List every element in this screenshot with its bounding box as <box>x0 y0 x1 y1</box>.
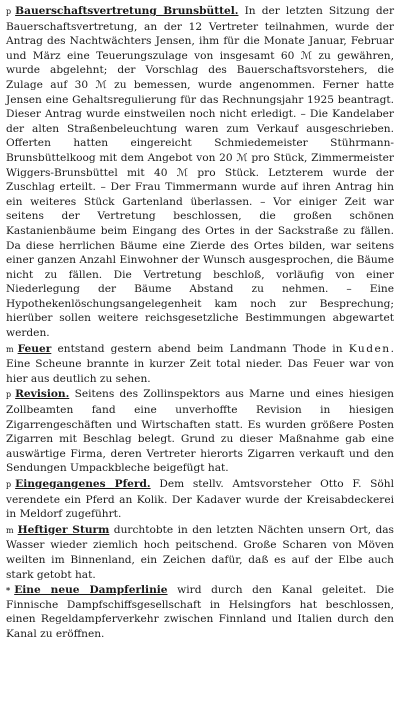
article-sturm <box>6 523 394 582</box>
article-headline: Bauerschaftsvertretung Brunsbüttel. <box>15 5 239 17</box>
article-revision <box>6 387 394 476</box>
article-marker: * <box>6 585 11 596</box>
article-bauerschaftsvertretung <box>6 4 394 341</box>
article-headline: Eine neue Dampferlinie <box>14 584 168 597</box>
article-body: durchtobte in den letzten Nächten unsern Ort, das Wasser wieder ziemlich hoch peitschend. Große Scharen von Möven weilten im Binnenland, ein Zeichen dafür, daß es auf der Elbe auch stark getobt hat. <box>6 523 394 581</box>
article-pferd <box>6 477 394 522</box>
article-dampferlinie <box>6 583 394 641</box>
article-marker: m <box>6 525 14 535</box>
article-feuer <box>6 342 394 387</box>
article-body-continued: . Eine Scheune brannte in kurzer Zeit total nieder. Das Feuer war von hier aus deutlich zu sehen. <box>6 342 394 385</box>
article-marker: p <box>6 7 12 16</box>
article-marker: m <box>6 344 14 354</box>
article-headline: Heftiger Sturm <box>17 523 110 536</box>
article-body: entstand gestern abend beim Landmann Thode in <box>57 342 343 355</box>
article-body: Dem stellv. Amtsvorsteher Otto F. Söhl verendete ein Pferd an Kolik. Der Kadaver wurde der Kreisabdeckerei in Meldorf zugeführt. <box>6 478 395 521</box>
article-body: Seitens des Zollinspektors aus Marne und eines hiesigen Zollbeamten fand eine unverhoffte Revision in hiesigen Zigarrengeschäften und Wirtschaften statt. Es wurden größere Posten Zigarren mit Beschlag belegt. Grund zu dieser Maßnahme gab eine auswärtige Firma, deren Vertreter hierorts Zigarren verkauft und den Sendungen Umpackbleche beigefügt hat. <box>6 388 394 475</box>
article-marker: p <box>6 480 12 489</box>
article-marker: p <box>6 390 12 400</box>
article-body: wird durch den Kanal geleitet. Die Finnische Dampfschiffsgesellschaft in Helsingfors hat beschlossen, einen Regeldampferverkehr zwischen Finnland und Italien durch den Kanal zu eröffnen. <box>6 584 394 640</box>
article-headline: Feuer <box>17 342 52 355</box>
place-name: Kuden <box>348 342 391 355</box>
article-headline: Eingegangenes Pferd. <box>15 478 151 490</box>
article-body: In der letzten Sitzung der Bauerschaftsvertretung, an der 12 Vertreter teilnahmen, wurde der Antrag des Nachtwächters Jensen, ihm für die Monate Januar, Februar und März eine Teuerungszulage von insgesamt 60 ℳ zu gewähren, wurde abgelehnt; der Vorschlag des Bauerschaftsvorstehers, die Zulage auf 30 ℳ zu bemessen, wurde angenommen. Ferner hatte Jensen eine Gehaltsregulierung für das Rechnungsjahr 1925 beantragt. Dieser Antrag wurde einstweilen noch nicht erledigt. – Die Kandelaber der alten Straßenbeleuchtung waren zum Verkauf ausgeschrieben. Offerten hatten eingereicht Schmiedemeister Stührmann-Brunsbüttelkoog mit dem Angebot von 20 ℳ pro Stück, Zimmermeister Wiggers-Brunsbüttel mit 40 ℳ pro Stück. Letzterem wurde der Zuschlag erteilt. – Der Frau Timmermann wurde auf ihren Antrag hin ein weiteres Stück Gartenland überlassen. – Vor einiger Zeit war seitens der Vertretung beschlossen, die großen schönen Kastanienbäume beim Eingang des Ortes in der Sackstraße zu fällen. Da diese herrlichen Bäume eine Zierde des Ortes bilden, war seitens einer ganzen Anzahl Einwohner der Wunsch ausgesprochen, die Bäume nicht zu fällen. Die Vertretung beschloß, vorläufig von einer Niederlegung der Bäume Abstand zu nehmen. – Eine Hypothekenlöschungsangelegenheit kam noch zur Besprechung; hierüber sollen weitere reichsgesetzliche Bestimmungen abgewartet werden. <box>6 5 395 340</box>
article-headline: Revision. <box>15 388 70 401</box>
